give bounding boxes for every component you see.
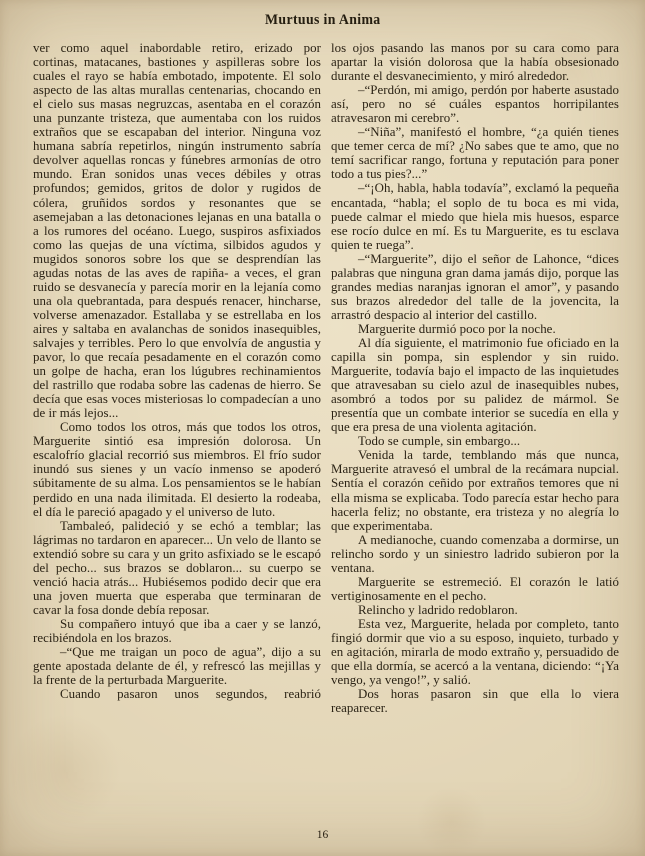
- paragraph: A medianoche, cuando comenzaba a dormirse, un relincho sordo y un siniestro ladrido subieron por la ventana.: [331, 532, 619, 575]
- paragraph: ver como aquel inabordable retiro, erizado por cortinas, matacanes, bastiones y aspilleras sobre los cuales el rayo se había embotado, impotente. El solo aspecto de las altas murallas centenarias, chocando en el cielo sus masas negruzcas, asentaba en el corazón una punzante tristeza, que aumentaba con los ruidos extraños que se escapaban del interior. Ninguna voz humana sabría repetirlos, ningún instrumento sabría devolver aquellas roncas y fúnebres armonías de otro mundo. Eran sonidos unas veces débiles y otras profundos; gemidos, gritos de dolor y rugidos de cólera, gruñidos sordos y resonantes que se asemejaban a las detonaciones lejanas en una batalla o a los rumores del océano. Luego, suspiros asfixiados como las quejas de una víctima, silbidos agudos y mugidos sonoros sobre los que se desprendían las agudas notas de las aves de rapiña- a veces, el gran ruido se desvanecía y parecía morir en la lejanía como una ola quebrantada, para después renacer, hincharse, volverse amenazador. Estallaba y se estrellaba en los aires y saltaba en avalanchas de sonidos inasequibles, salvajes y terribles. Pero lo que envolvía de angustia y pavor, lo que recaía pesadamente en el corazón como un golpe de hacha, eran los lúgubres rechinamientos del rastrillo que rodaba sobre las cadenas de hierro. Se decía que esas voces misteriosas lo compadecían a uno de ir más lejos...: [33, 41, 321, 421]
- left-column: [33, 41, 321, 807]
- paragraph: Relincho y ladrido redoblaron.: [358, 602, 518, 617]
- page-footer: [0, 825, 645, 843]
- paragraph: Dos horas pasaron sin que ella lo viera reaparecer.: [331, 687, 619, 716]
- paragraph: Cuando pasaron unos segundos, reabrió: [60, 687, 321, 702]
- paragraph: Venida la tarde, temblando más que nunca, Marguerite atravesó el umbral de la recámara nupcial. Sentía el corazón ceñido por extraños temores que ni ella misma se explicaba. Todo parecía estar hecho para hacerla feliz; no obstante, era tristeza y no alegría lo que experimentaba.: [331, 448, 619, 533]
- paragraph: Tambaleó, palideció y se echó a temblar; las lágrimas no tardaron en aparecer... Un velo de llanto se extendió sobre su cara y un grito asfixiado se le escapó del pecho... sus brazos se doblaron... su cuerpo se venció hacia atrás... Hubiésemos podido decir que era una joven muerta que esperaba que terminaran de cavar la fosa donde debía reposar.: [33, 518, 321, 617]
- paragraph: –“Perdón, mi amigo, perdón por haberte asustado así, pero no sé cuáles espantos horripilantes atravesaron mi cerebro”.: [331, 83, 619, 126]
- paragraph: –“Que me traigan un poco de agua”, dijo a su gente apostada delante de él, y refrescó las mejillas y la frente de la perturbada Marguerite.: [33, 645, 321, 688]
- paragraph: –“¡Oh, habla, habla todavía”, exclamó la pequeña encantada, “habla; el soplo de tu boca es mi vida, puede calmar el miedo que hiela mis huesos, esparce ese rocío dulce en mí. Es tu Marguerite, es tu esclava quien te ruega”.: [331, 181, 619, 252]
- paragraph: Como todos los otros, más que todos los otros, Marguerite sintió esa impresión dolorosa. Un escalofrío glacial recorrió sus miembros. El frío sudor inundó sus sienes y un vacío inmenso se apoderó súbitamente de su alma. Los pensamientos se le habían perdido en una nada ilimitada. El desierto la rodeaba, el día le pareció apagado y el universo de luto.: [33, 420, 321, 519]
- right-column: [331, 41, 619, 807]
- paragraph: Marguerite se estremeció. El corazón le latió vertiginosamente en el pecho.: [331, 574, 619, 603]
- paragraph: los ojos pasando las manos por su cara como para apartar la visión dolorosa que la había obsesionado durante el desvanecimiento, y miró alrededor.: [331, 41, 619, 84]
- page-number: 16: [316, 829, 329, 841]
- paragraph: –“Niña”, manifestó el hombre, “¿a quién tienes que temer cerca de mí? ¿No sabes que te amo, que no temí sacrificar rango, fortuna y reputación para poner todo a tus pies?...”: [331, 125, 619, 182]
- paragraph: Marguerite durmió poco por la noche.: [358, 321, 556, 336]
- paragraph: Al día siguiente, el matrimonio fue oficiado en la capilla sin pompa, sin esplendor y sin ruido. Marguerite, todavía bajo el impacto de las inquietudes que atravesaban su cielo azul de inasequibles nubes, asombró a todos por su palidez de mármol. Se presentía que un combate interior se sucedía en ella y que era presa de una violenta agitación.: [331, 335, 619, 435]
- paragraph: Todo se cumple, sin embargo...: [358, 434, 521, 449]
- text-columns: [33, 41, 619, 807]
- paragraph: –“Marguerite”, dijo el señor de Lahonce, “dices palabras que ninguna gran dama jamás dijo, porque las grandes medias naranjas ignoran el amor”, y pasando sus brazos alrededor del talle de la jovencita, la arrastró despacio al interior del castillo.: [331, 251, 619, 322]
- paragraph: Esta vez, Marguerite, helada por completo, tanto fingió dormir que vio a su esposo, inquieto, turbado y en agitación, mirarla de modo extraño y, persuadido de que ella dormía, se acercó a la ventana, diciendo: “¡Ya vengo, ya vengo!”, y salió.: [331, 616, 619, 688]
- running-header: [0, 11, 645, 29]
- book-title: Murtuus in Anima: [264, 12, 381, 28]
- paragraph: Su compañero intuyó que iba a caer y se lanzó, recibiéndola en los brazos.: [33, 616, 321, 645]
